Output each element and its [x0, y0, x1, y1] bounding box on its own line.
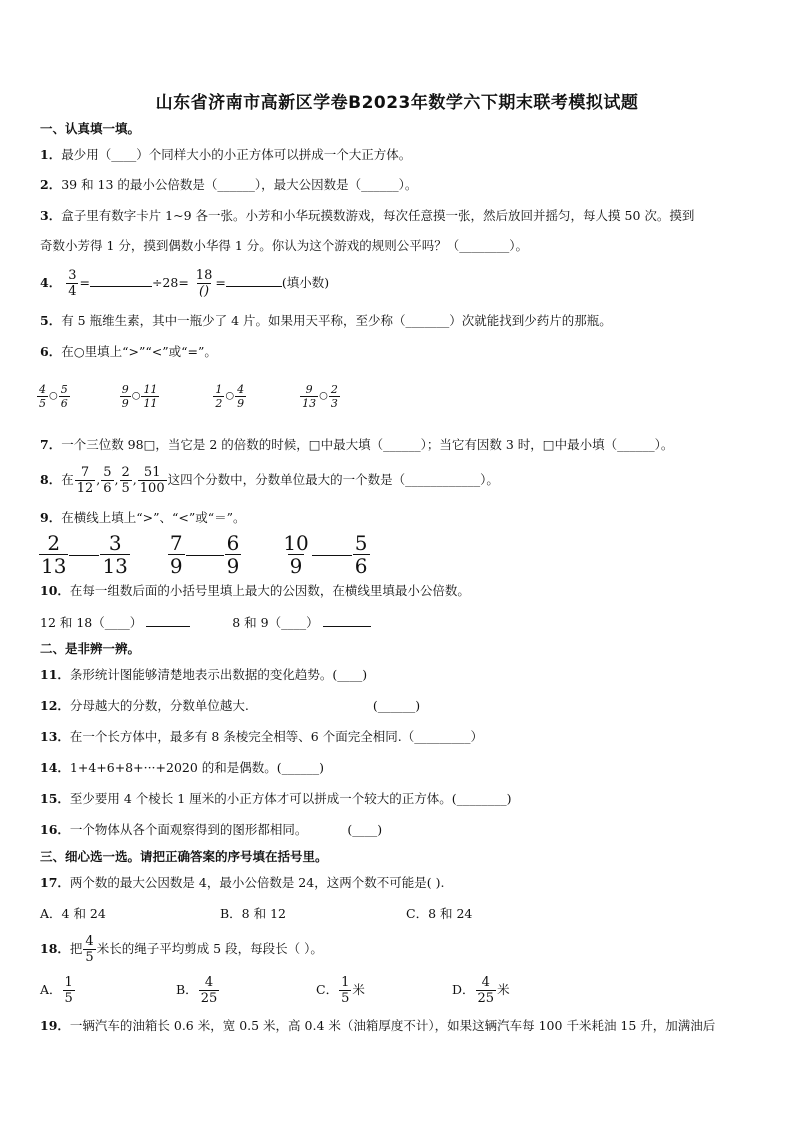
- question-text: 在一个长方体中，最多有 8 条棱完全相等、6 个面完全相同.（_________）: [69, 729, 483, 744]
- comparison-pair: $\frac{7}{9}$ $\frac{6}{9}$: [169, 531, 240, 578]
- comparison-pair: $\frac{9}{13}$ ○ $\frac{2}{3}$: [302, 383, 338, 410]
- question-15: [40, 791, 511, 807]
- circle-blank[interactable]: ○: [225, 390, 235, 402]
- question-19: [40, 1018, 715, 1034]
- question-text: 米长的绳子平均剪成 5 段，每段长（ ）。: [96, 941, 323, 956]
- answer-blank[interactable]: [90, 274, 152, 287]
- question-number: 16．: [40, 822, 70, 837]
- section-heading-2: 二、是非辨一辨。: [40, 641, 141, 656]
- fraction: $\frac{7}{12}$: [76, 465, 94, 496]
- option-b[interactable]: B．8 和 12: [220, 906, 286, 921]
- option-d[interactable]: D． $\frac{4}{25}$ 米: [452, 975, 510, 1006]
- page-title: 山东省济南市高新区学卷B2023年数学六下期末联考模拟试题: [155, 93, 639, 113]
- question-text: 一个物体从各个面观察得到的图形都相同。: [69, 822, 308, 837]
- question-11: [40, 667, 367, 683]
- question-10: [40, 583, 470, 599]
- question-number: 17．: [40, 875, 70, 890]
- question-text: 把: [69, 941, 83, 956]
- answer-blank[interactable]: [186, 553, 224, 556]
- question-2: [40, 177, 417, 193]
- comparison-pair: $\frac{2}{13}$ $\frac{3}{13}$: [41, 531, 128, 578]
- answer-blank[interactable]: [312, 553, 352, 556]
- question-18-options: [40, 972, 510, 1008]
- question-number: 2．: [40, 177, 62, 192]
- equals-sign: =: [215, 275, 226, 290]
- section-heading-1: 一、认真填一填。: [40, 121, 141, 136]
- question-text: 这四个分数中，分数单位最大的一个数是（____________）。: [167, 472, 499, 487]
- question-text: 两个数的最大公因数是 4，最小公倍数是 24，这两个数不可能是( ).: [69, 875, 445, 890]
- question-9-comparisons: [38, 532, 371, 576]
- question-9: [40, 510, 246, 526]
- fraction: $\frac{3}{4}$: [68, 268, 77, 299]
- question-number: 19．: [40, 1018, 70, 1033]
- question-number: 12．: [40, 698, 70, 713]
- circle-blank[interactable]: ○: [49, 390, 58, 402]
- question-text: 条形统计图能够清楚地表示出数据的变化趋势。(____): [69, 667, 368, 682]
- group-2: 8 和 9（____）: [232, 615, 319, 630]
- fraction: $\frac{2}{5}$: [121, 465, 130, 496]
- question-number: 5．: [40, 313, 62, 328]
- expression-text: ÷28=: [151, 275, 189, 290]
- question-5: [40, 313, 612, 329]
- question-text: 一辆汽车的油箱长 0.6 米，宽 0.5 米，高 0.4 米（油箱厚度不计），如果这辆汽车每 100 千米耗油 15 升，加满油后: [69, 1018, 716, 1033]
- answer-blank[interactable]: [226, 274, 282, 287]
- answer-paren: (______): [372, 698, 421, 713]
- question-8: 8．在 $\frac{7}{12}$ , $\frac{5}{6}$ , $\frac{2}{5}$ , $\frac{51}{100}$ 这四个分数中，分数单位最大的一个数是（____________）。: [40, 465, 499, 496]
- question-17-options: [40, 906, 472, 922]
- question-number: 14．: [40, 760, 70, 775]
- fraction: $\frac{18}{()}$: [195, 268, 213, 299]
- answer-blank[interactable]: [323, 614, 371, 627]
- answer-paren: (____): [347, 822, 383, 837]
- answer-blank[interactable]: [69, 553, 99, 556]
- question-number: 11．: [40, 667, 70, 682]
- question-text: 有 5 瓶维生素，其中一瓶少了 4 片。如果用天平称，至少称（_______）次就能找到少药片的那瓶。: [61, 313, 612, 328]
- question-13: [40, 729, 483, 745]
- option-a[interactable]: A．4 和 24: [40, 906, 106, 921]
- question-text: 最少用（____）个同样大小的小正方体可以拼成一个大正方体。: [61, 147, 412, 162]
- question-text: 在○里填上“>”“<”或“=”。: [61, 344, 217, 359]
- question-text: 在: [61, 472, 74, 487]
- question-number: 10．: [40, 583, 70, 598]
- question-14: [40, 760, 324, 776]
- question-1: [40, 147, 411, 163]
- option-c[interactable]: C．8 和 24: [406, 906, 473, 921]
- answer-blank[interactable]: [146, 614, 190, 627]
- question-10-groups: [40, 614, 371, 631]
- question-text: 一个三位数 98□，当它是 2 的倍数的时候，□中最大填（______）；当它有因数 3 时，□中最小填（______）。: [61, 437, 674, 452]
- comparison-pair: $\frac{9}{9}$ ○ $\frac{11}{11}$: [121, 383, 158, 410]
- circle-blank[interactable]: ○: [131, 390, 141, 402]
- question-number: 18．: [40, 941, 70, 956]
- question-number: 1．: [40, 147, 62, 162]
- question-3-line-2: 奇数小芳得 1 分，摸到偶数小华得 1 分。你认为这个游戏的规则公平吗？（________）。: [40, 238, 529, 253]
- question-6-comparisons: [36, 378, 341, 415]
- question-text: 盒子里有数字卡片 1~9 各一张。小芳和小华玩摸数游戏，每次任意摸一张，然后放回并摇匀，每人摸 50 次。摸到: [61, 208, 695, 223]
- question-text: 在每一组数后面的小括号里填上最大的公因数，在横线里填最小公倍数。: [69, 583, 470, 598]
- fraction: $\frac{5}{6}$: [103, 465, 112, 496]
- option-c[interactable]: C． $\frac{1}{5}$ 米: [316, 975, 365, 1006]
- question-4: [40, 266, 329, 300]
- question-number: 3．: [40, 208, 62, 223]
- question-number: 8．: [40, 472, 62, 487]
- question-number: 13．: [40, 729, 70, 744]
- fraction: $\frac{4}{5}$: [85, 934, 94, 965]
- instruction-text: (填小数): [281, 275, 330, 290]
- section-heading-3: 三、细心选一选。请把正确答案的序号填在括号里。: [40, 849, 328, 864]
- question-number: 9．: [40, 510, 62, 525]
- question-text: 39 和 13 的最小公倍数是（______），最大公因数是（______）。: [61, 177, 418, 192]
- comparison-pair: $\frac{1}{2}$ ○ $\frac{4}{9}$: [215, 383, 245, 410]
- question-3-line-1: [40, 208, 694, 224]
- question-text: 至少要用 4 个棱长 1 厘米的小正方体才可以拼成一个较大的正方体。(________): [69, 791, 512, 806]
- equals-sign: =: [79, 275, 90, 290]
- question-text: 1+4+6+8+···+2020 的和是偶数。(______): [69, 760, 325, 775]
- question-text: 在横线上填上“>”、“<”或“＝”。: [61, 510, 246, 525]
- option-b[interactable]: B． $\frac{4}{25}$: [176, 975, 218, 1006]
- question-number: 15．: [40, 791, 70, 806]
- question-number: 6．: [40, 344, 62, 359]
- question-16: [40, 822, 382, 838]
- comparison-pair: $\frac{4}{5}$ ○ $\frac{5}{6}$: [39, 383, 68, 410]
- question-text: 分母越大的分数，分数单位越大.: [69, 698, 249, 713]
- question-12: [40, 698, 420, 714]
- fraction: $\frac{51}{100}$: [139, 465, 165, 496]
- question-number: 4．: [40, 275, 62, 290]
- question-6: [40, 344, 217, 360]
- question-number: 7．: [40, 437, 62, 452]
- question-17: [40, 875, 444, 891]
- group-1: 12 和 18（____）: [40, 615, 143, 630]
- question-7: [40, 437, 673, 453]
- option-a[interactable]: A． $\frac{1}{5}$: [40, 975, 73, 1006]
- circle-blank[interactable]: ○: [319, 390, 328, 402]
- question-18: [40, 931, 323, 967]
- comparison-pair: $\frac{10}{9}$ $\frac{5}{6}$: [283, 531, 368, 578]
